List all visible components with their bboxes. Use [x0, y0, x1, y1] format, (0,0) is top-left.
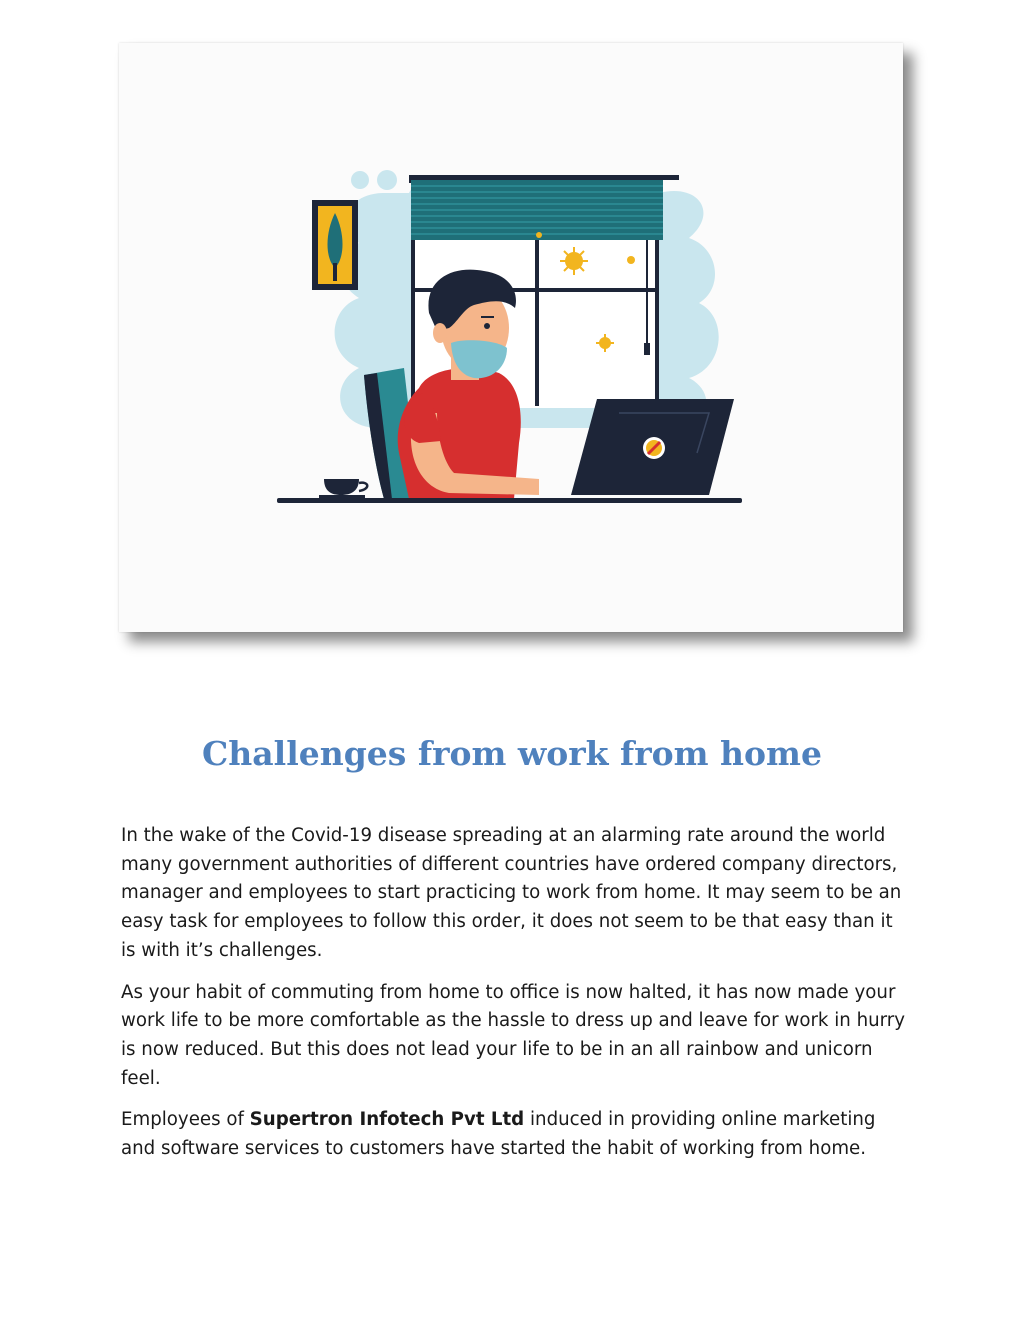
person-working-from-home-illustration — [119, 43, 903, 632]
bubble — [351, 171, 369, 189]
paragraph — [121, 1106, 911, 1163]
company-name: Supertron Infotech Pvt Ltd — [249, 1109, 525, 1131]
coffee-cup — [319, 479, 367, 498]
bubble — [377, 170, 397, 190]
bubble — [682, 213, 694, 225]
paragraph-text: induced in providing online marketing and software services to customers have started the habit of working from home. — [121, 1109, 876, 1160]
illustration-frame — [119, 43, 903, 632]
desk — [277, 498, 742, 503]
page-title: Challenges from work from home — [202, 734, 822, 773]
wall-painting — [312, 200, 358, 290]
laptop — [571, 399, 734, 495]
paragraph: In the wake of the Covid-19 disease spreading at an alarming rate around the world many government authorities of different countries have ordered company directors, manager and employees to start practicing to work from home. It may seem to be an easy task for employees to follow this order, it does not seem to be that easy than it is with it’s challenges. — [121, 825, 902, 961]
article-body — [121, 822, 911, 1177]
paragraph: As your habit of commuting from home to office is now halted, it has now made your work life to be more comfortable as the hassle to dress up and leave for work in hurry is now reduced. But this does not lead your life to be in an all rainbow and unicorn feel. — [121, 981, 906, 1089]
paragraph-text: Employees of — [121, 1109, 250, 1131]
